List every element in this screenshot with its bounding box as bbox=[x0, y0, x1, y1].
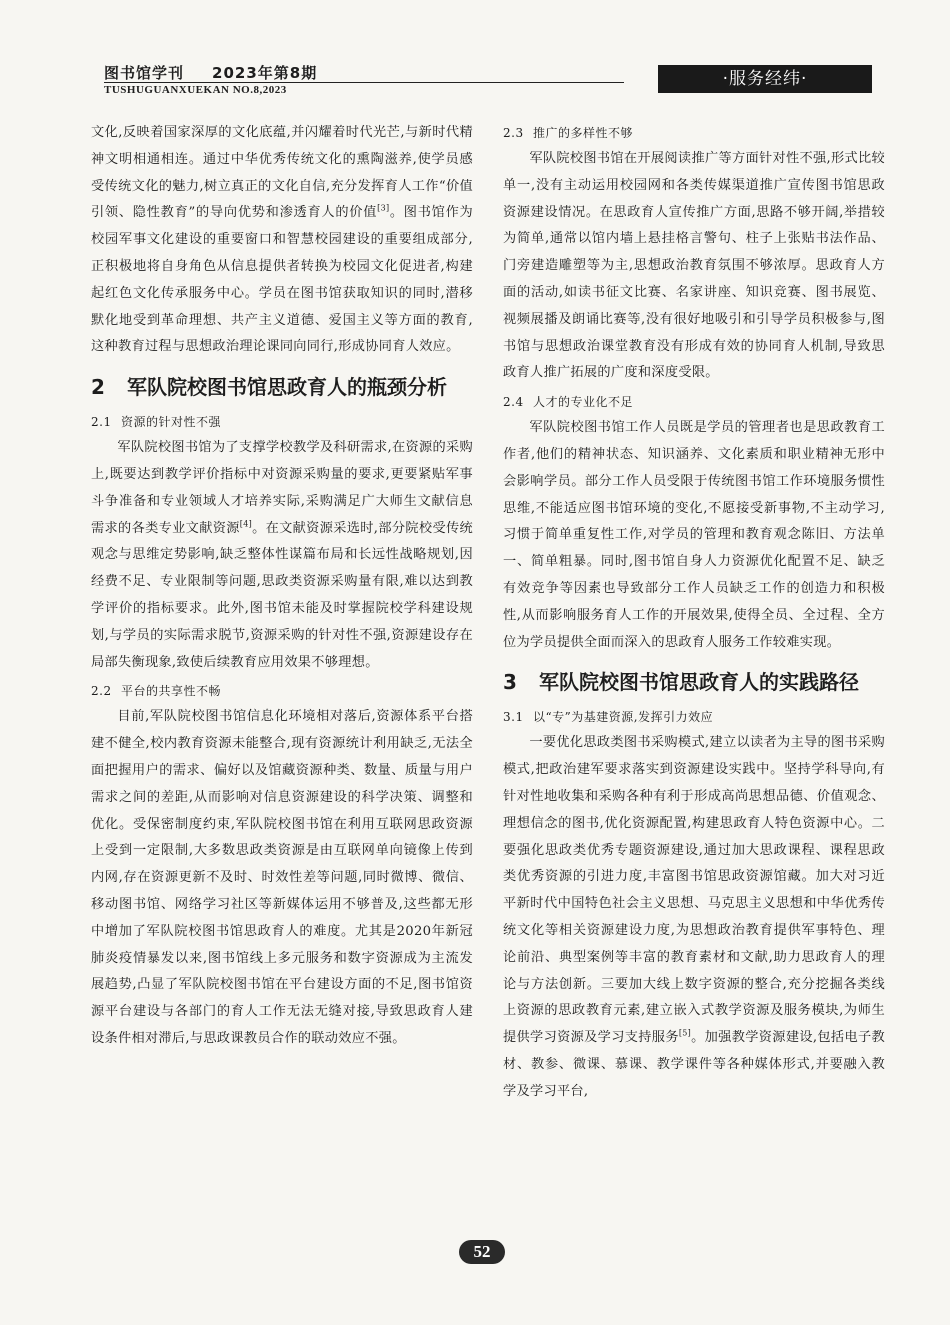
left-column bbox=[91, 120, 473, 1053]
paragraph: 目前,军队院校图书馆信息化环境相对落后,资源体系平台搭建不健全,校内教育资源未能整合,现有资源统计利用缺乏,无法全面把握用户的需求、偏好以及馆藏资源种类、数量、质量与用户需求之间的差距,从而影响对信息资源建设的科学决策、调整和优化。受保密制度约束,军队院校图书馆在利用互联网思政资源上受到一定限制,大多数思政类资源是由互联网单向镜像上传到内网,存在资源更新不及时、时效性差等问题,同时微博、微信、移动图书馆、网络学习社区等新媒体运用不够普及,这些都无形中增加了军队院校图书馆思政育人的难度。尤其是2020年新冠肺炎疫情暴发以来,图书馆线上多元服务和数字资源成为主流发展趋势,凸显了军队院校图书馆在平台建设方面的不足,图书馆资源平台建设与各部门的育人工作无法无缝对接,导致思政育人建设条件相对滞后,与思政课教员合作的联动效应不强。 bbox=[91, 709, 473, 1046]
section-number: 2 bbox=[91, 375, 105, 400]
subsection-number: 2.4 bbox=[503, 395, 524, 410]
paragraph-text: 文化,反映着国家深厚的文化底蕴,并闪耀着时代光芒,与新时代精神文明相通相连。通过中华优秀传统文化的熏陶滋养,使学员感受传统文化的魅力,树立真正的文化自信,充分发挥育人工作“价值引领、隐性教育”的导向优势和渗透育人的价值 bbox=[91, 125, 473, 221]
subsection-number: 3.1 bbox=[503, 710, 524, 725]
subsection-number: 2.2 bbox=[91, 684, 112, 699]
paragraph-text: 一要优化思政类图书采购模式,建立以读者为主导的图书采购模式,把政治建军要求落实到资源建设实践中。坚持学科导向,有针对性地收集和采购各种有利于形成高尚思想品德、价值观念、理想信念的图书,优化资源配置,构建思政育人特色资源中心。二要强化思政类优秀专题资源建设,通过加大思政课程、课程思政类优秀资源的引进力度,丰富图书馆思政资源馆藏。加大对习近平新时代中国特色社会主义思想、马克思主义思想和中华优秀传统文化等相关资源建设力度,为思想政治教育提供军事特色、理论前沿、典型案例等丰富的教育素材和文献,助力思政育人的理论与方法创新。三要加大线上数字资源的整合,充分挖掘各类线上资源的思政教育元素,建立嵌入式教学资源及服务模块,为师生提供学习资源及学习支持服务 bbox=[503, 735, 885, 1046]
subsection-number: 2.1 bbox=[91, 415, 112, 430]
subsection-title: 人才的专业化不足 bbox=[533, 395, 634, 410]
paragraph-text: 。图书馆作为校园军事文化建设的重要窗口和智慧校园建设的重要组成部分,正积极地将自身角色从信息提供者转换为校园文化促进者,构建起红色文化传承服务中心。学员在图书馆获取知识的同时,潜移默化地受到革命理想、共产主义道德、爱国主义等方面的教育,这种教育过程与思想政治理论课同向同行,形成协同育人效应。 bbox=[91, 205, 473, 355]
section-heading bbox=[91, 371, 473, 403]
right-column bbox=[503, 120, 885, 1106]
subsection-title: 平台的共享性不畅 bbox=[121, 684, 222, 699]
paragraph bbox=[503, 730, 885, 1105]
header-rule bbox=[104, 82, 624, 83]
section-title: 军队院校图书馆思政育人的瓶颈分析 bbox=[127, 375, 447, 400]
citation: [5] bbox=[678, 1028, 692, 1038]
paragraph: 军队院校图书馆在开展阅读推广等方面针对性不强,形式比较单一,没有主动运用校园网和各类传媒渠道推广宣传图书馆思政资源建设情况。在思政育人宣传推广方面,思路不够开阔,举措较为简单,通常以馆内墙上悬挂格言警句、柱子上张贴书法作品、门旁建造雕塑等为主,思想政治教育氛围不够浓厚。思政育人方面的活动,如读书征文比赛、名家讲座、知识竞赛、图书展览、视频展播及朗诵比赛等,没有很好地吸引和引导学员积极参与,图书馆与思想政治课堂教育没有形成有效的协同育人机制,导致思政育人推广拓展的广度和深度受限。 bbox=[503, 151, 885, 381]
citation: [3] bbox=[377, 204, 390, 213]
subsection-title: 以“专”为基建资源,发挥引力效应 bbox=[533, 710, 714, 725]
subsection-number: 2.3 bbox=[503, 126, 524, 140]
journal-header bbox=[104, 62, 317, 83]
subsection-heading bbox=[91, 678, 473, 704]
citation: [4] bbox=[239, 519, 253, 529]
section-title: 军队院校图书馆思政育人的实践路径 bbox=[539, 670, 859, 695]
paragraph: 军队院校图书馆工作人员既是学员的管理者也是思政教育工作者,他们的精神状态、知识涵养、文化素质和职业精神无形中会影响学员。部分工作人员受限于传统图书馆工作环境服务惯性思维,不能适应图书馆环境的变化,不愿接受新事物,不主动学习,习惯于简单重复性工作,对学员的管理和教育观念陈旧、方法单一、简单粗暴。同时,图书馆自身人力资源优化配置不足、缺乏有效竞争等因素也导致部分工作人员缺乏工作的创造力和积极性,从而影响服务育人工作的开展效果,使得全员、全过程、全方位为学员提供全面而深入的思政育人服务工作较难实现。 bbox=[503, 420, 885, 650]
subsection-title: 推广的多样性不够 bbox=[533, 126, 634, 140]
subsection-heading bbox=[503, 704, 885, 730]
section-number: 3 bbox=[503, 670, 517, 695]
paragraph-text: 军队院校图书馆为了支撑学校教学及科研需求,在资源的采购上,既要达到教学评价指标中对资源采购量的要求,更要紧贴军事斗争准备和专业领域人才培养实际,采购满足广大师生文献信息需求的各类专业文献资源 bbox=[91, 440, 473, 536]
paragraph bbox=[91, 435, 473, 676]
subsection-heading bbox=[503, 120, 885, 146]
section-heading bbox=[503, 666, 885, 698]
journal-name: 图书馆学刊 bbox=[104, 64, 185, 82]
subsection-title: 资源的针对性不强 bbox=[121, 415, 222, 430]
section-badge: ·服务经纬· bbox=[658, 65, 872, 93]
journal-subtitle: TUSHUGUANXUEKAN NO.8,2023 bbox=[104, 84, 287, 96]
paragraph-text: 。在文献资源采选时,部分院校受传统观念与思维定势影响,缺乏整体性谋篇布局和长远性战略规划,因经费不足、专业限制等问题,思政类资源采购量有限,难以达到教学评价的指标要求。此外,图书馆未能及时掌握院校学科建设规划,与学员的实际需求脱节,资源采购的针对性不强,资源建设存在局部失衡现象,致使后续教育应用效果不够理想。 bbox=[91, 520, 473, 670]
paragraph bbox=[91, 120, 473, 361]
journal-issue: 2023年第8期 bbox=[212, 64, 318, 82]
paragraph-text: 。加强教学资源建设,包括电子教材、教参、微课、慕课、教学课件等各种媒体形式,并要融入教学及学习平台, bbox=[503, 1030, 885, 1099]
page-number: 52 bbox=[459, 1240, 505, 1264]
subsection-heading bbox=[503, 389, 885, 415]
subsection-heading bbox=[91, 409, 473, 435]
